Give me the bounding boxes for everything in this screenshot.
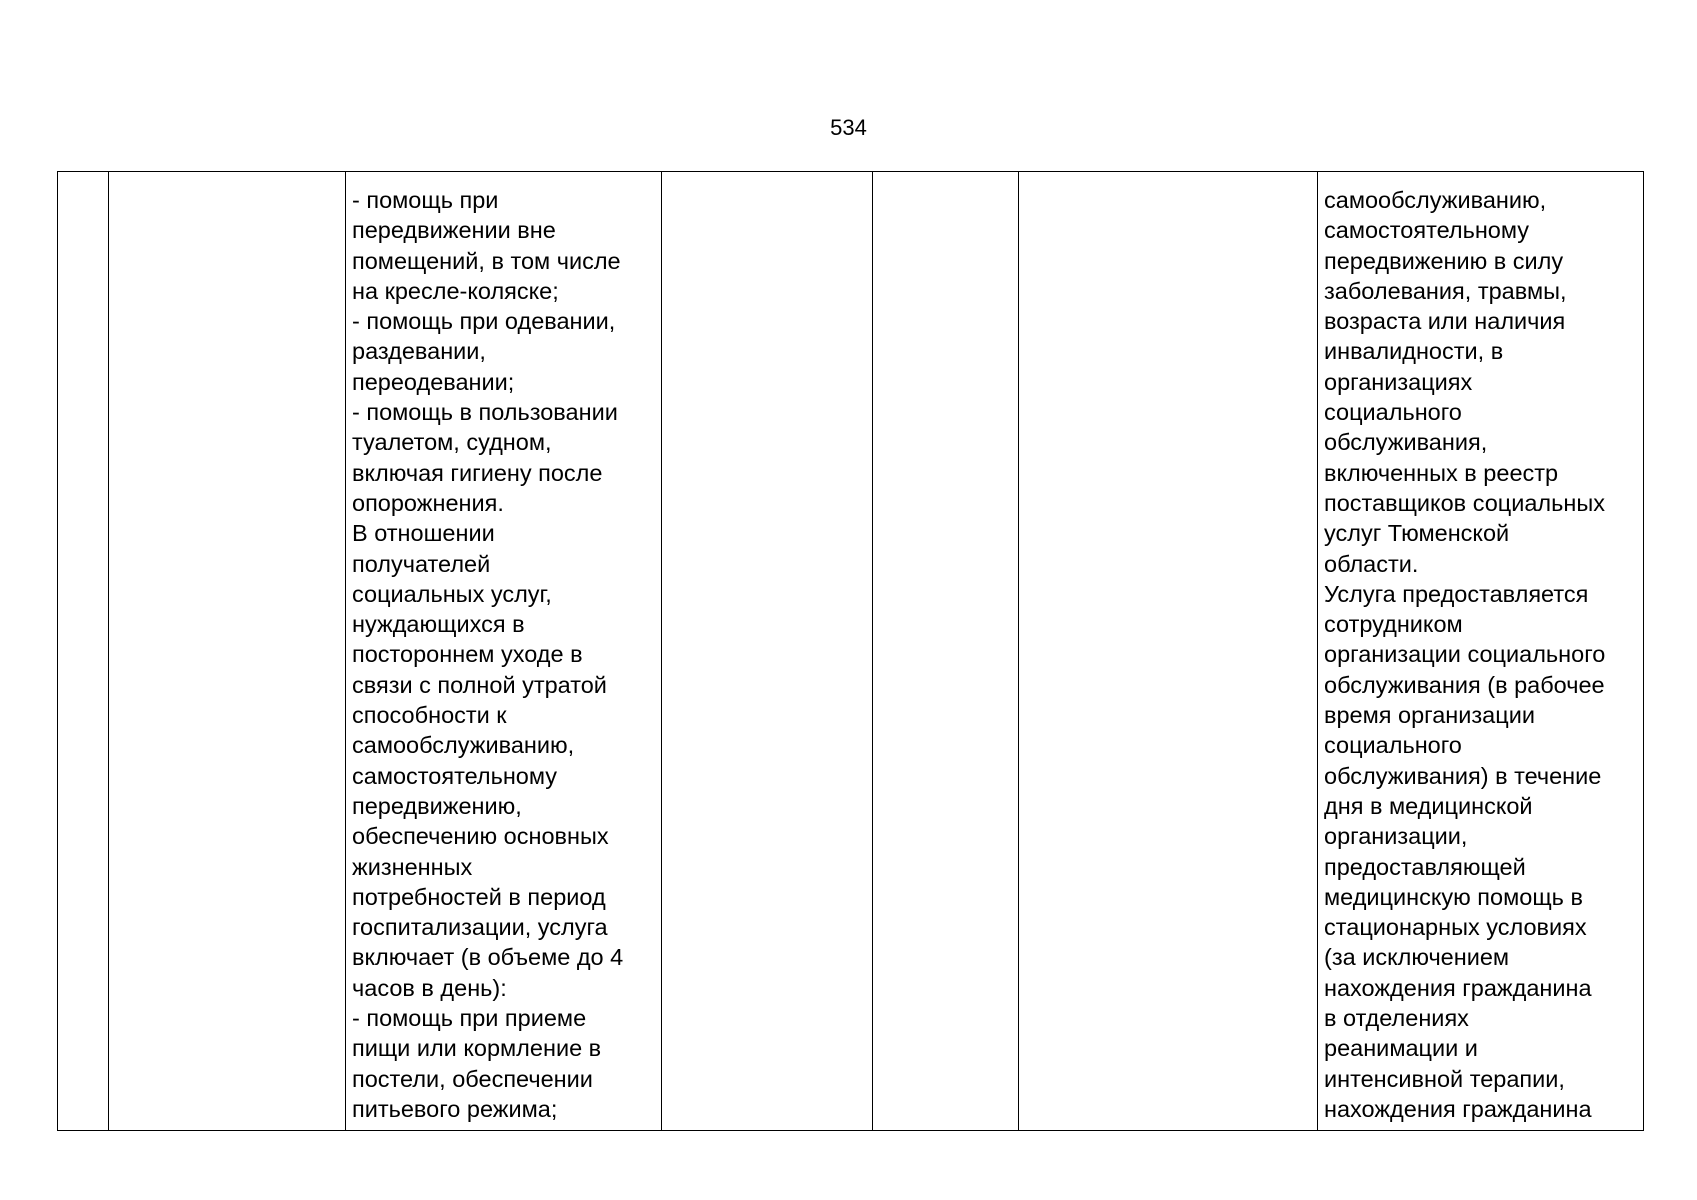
text-line: передвижении вне [352, 217, 556, 244]
text-line: потребностей в период [352, 883, 606, 910]
text-line: самостоятельному [1324, 217, 1530, 244]
text-line: - помощь при одевании, [352, 308, 616, 335]
text-line: заболевания, травмы, [1324, 277, 1567, 304]
text-line: питьевого режима; [352, 1095, 558, 1122]
text-line: дня в медицинской [1324, 792, 1533, 819]
text-line: переодевании; [352, 368, 515, 395]
cell-col-6 [1019, 172, 1318, 1131]
text-line: самостоятельному [352, 762, 558, 789]
text-line: интенсивной терапии, [1324, 1065, 1565, 1092]
text-line: сотрудником [1324, 611, 1463, 638]
text-line: социального [1324, 732, 1462, 759]
text-line: самообслуживанию, [1324, 187, 1547, 213]
text-line: обслуживания (в рабочее [1324, 671, 1605, 698]
text-line: часов в день): [352, 974, 507, 1001]
text-line: раздевании, [352, 338, 486, 365]
text-line: жизненных [352, 853, 473, 880]
text-line: социального [1324, 399, 1462, 426]
text-line: В отношении [352, 520, 495, 547]
page-number: 534 [830, 115, 867, 140]
text-line: включенных в реестр [1324, 459, 1559, 486]
text-line: предоставляющей [1324, 853, 1526, 880]
cell-col-2 [109, 172, 346, 1131]
text-line: передвижению, [352, 792, 522, 819]
text-line: на кресле-коляске; [352, 277, 559, 304]
text-line: обслуживания, [1324, 429, 1488, 456]
text-line: услуг Тюменской [1324, 520, 1510, 547]
text-line: время организации [1324, 702, 1535, 729]
text-line: включает (в объеме до 4 [352, 944, 624, 971]
text-line: пищи или кормление в [352, 1035, 602, 1062]
text-line: - помощь в пользовании [352, 399, 618, 426]
text-line: получателей [352, 550, 491, 577]
text-line: способности к [352, 702, 507, 729]
text-line: инвалидности, в [1324, 338, 1504, 365]
text-line: помещений, в том числе [352, 247, 621, 274]
cell-col-1 [58, 172, 109, 1131]
cell-col-4 [662, 172, 873, 1131]
table-row [58, 172, 1644, 1131]
text-line: реанимации и [1324, 1035, 1478, 1062]
cell-service-conditions [1318, 172, 1644, 1131]
text-line: Услуга предоставляется [1324, 580, 1589, 607]
text-line: госпитализации, услуга [352, 914, 608, 941]
text-line: поставщиков социальных [1324, 489, 1606, 516]
text-line: нахождения гражданина [1324, 974, 1592, 1001]
text-line: медицинскую помощь в [1324, 883, 1583, 910]
text-line: самообслуживанию, [352, 732, 575, 759]
text-line: передвижению в силу [1324, 247, 1564, 274]
text-line: - помощь при [352, 187, 499, 213]
text-line: социальных услуг, [352, 580, 552, 607]
text-line: обеспечению основных [352, 823, 609, 850]
text-line: организациях [1324, 368, 1473, 395]
text-line: постороннем уходе в [352, 641, 583, 668]
text-line: связи с полной утратой [352, 671, 607, 698]
text-line: области. [1324, 550, 1419, 577]
text-line: постели, обеспечении [352, 1065, 593, 1092]
text-line: обслуживания) в течение [1324, 762, 1602, 789]
text-line: возраста или наличия [1324, 308, 1566, 335]
text-line: стационарных условиях [1324, 914, 1587, 941]
text-line: - помощь при приеме [352, 1005, 587, 1032]
text-line: нуждающихся в [352, 611, 525, 638]
cell-col-5 [873, 172, 1019, 1131]
text-line: нахождения гражданина [1324, 1095, 1592, 1122]
services-table [57, 171, 1644, 1131]
cell-service-description [346, 172, 662, 1131]
text-line: (за исключением [1324, 944, 1510, 971]
text-line: организации социального [1324, 641, 1606, 668]
text-line: организации, [1324, 823, 1468, 850]
text-line: опорожнения. [352, 489, 504, 516]
text-line: включая гигиену после [352, 459, 603, 486]
text-line: в отделениях [1324, 1005, 1469, 1032]
text-line: туалетом, судном, [352, 429, 552, 456]
